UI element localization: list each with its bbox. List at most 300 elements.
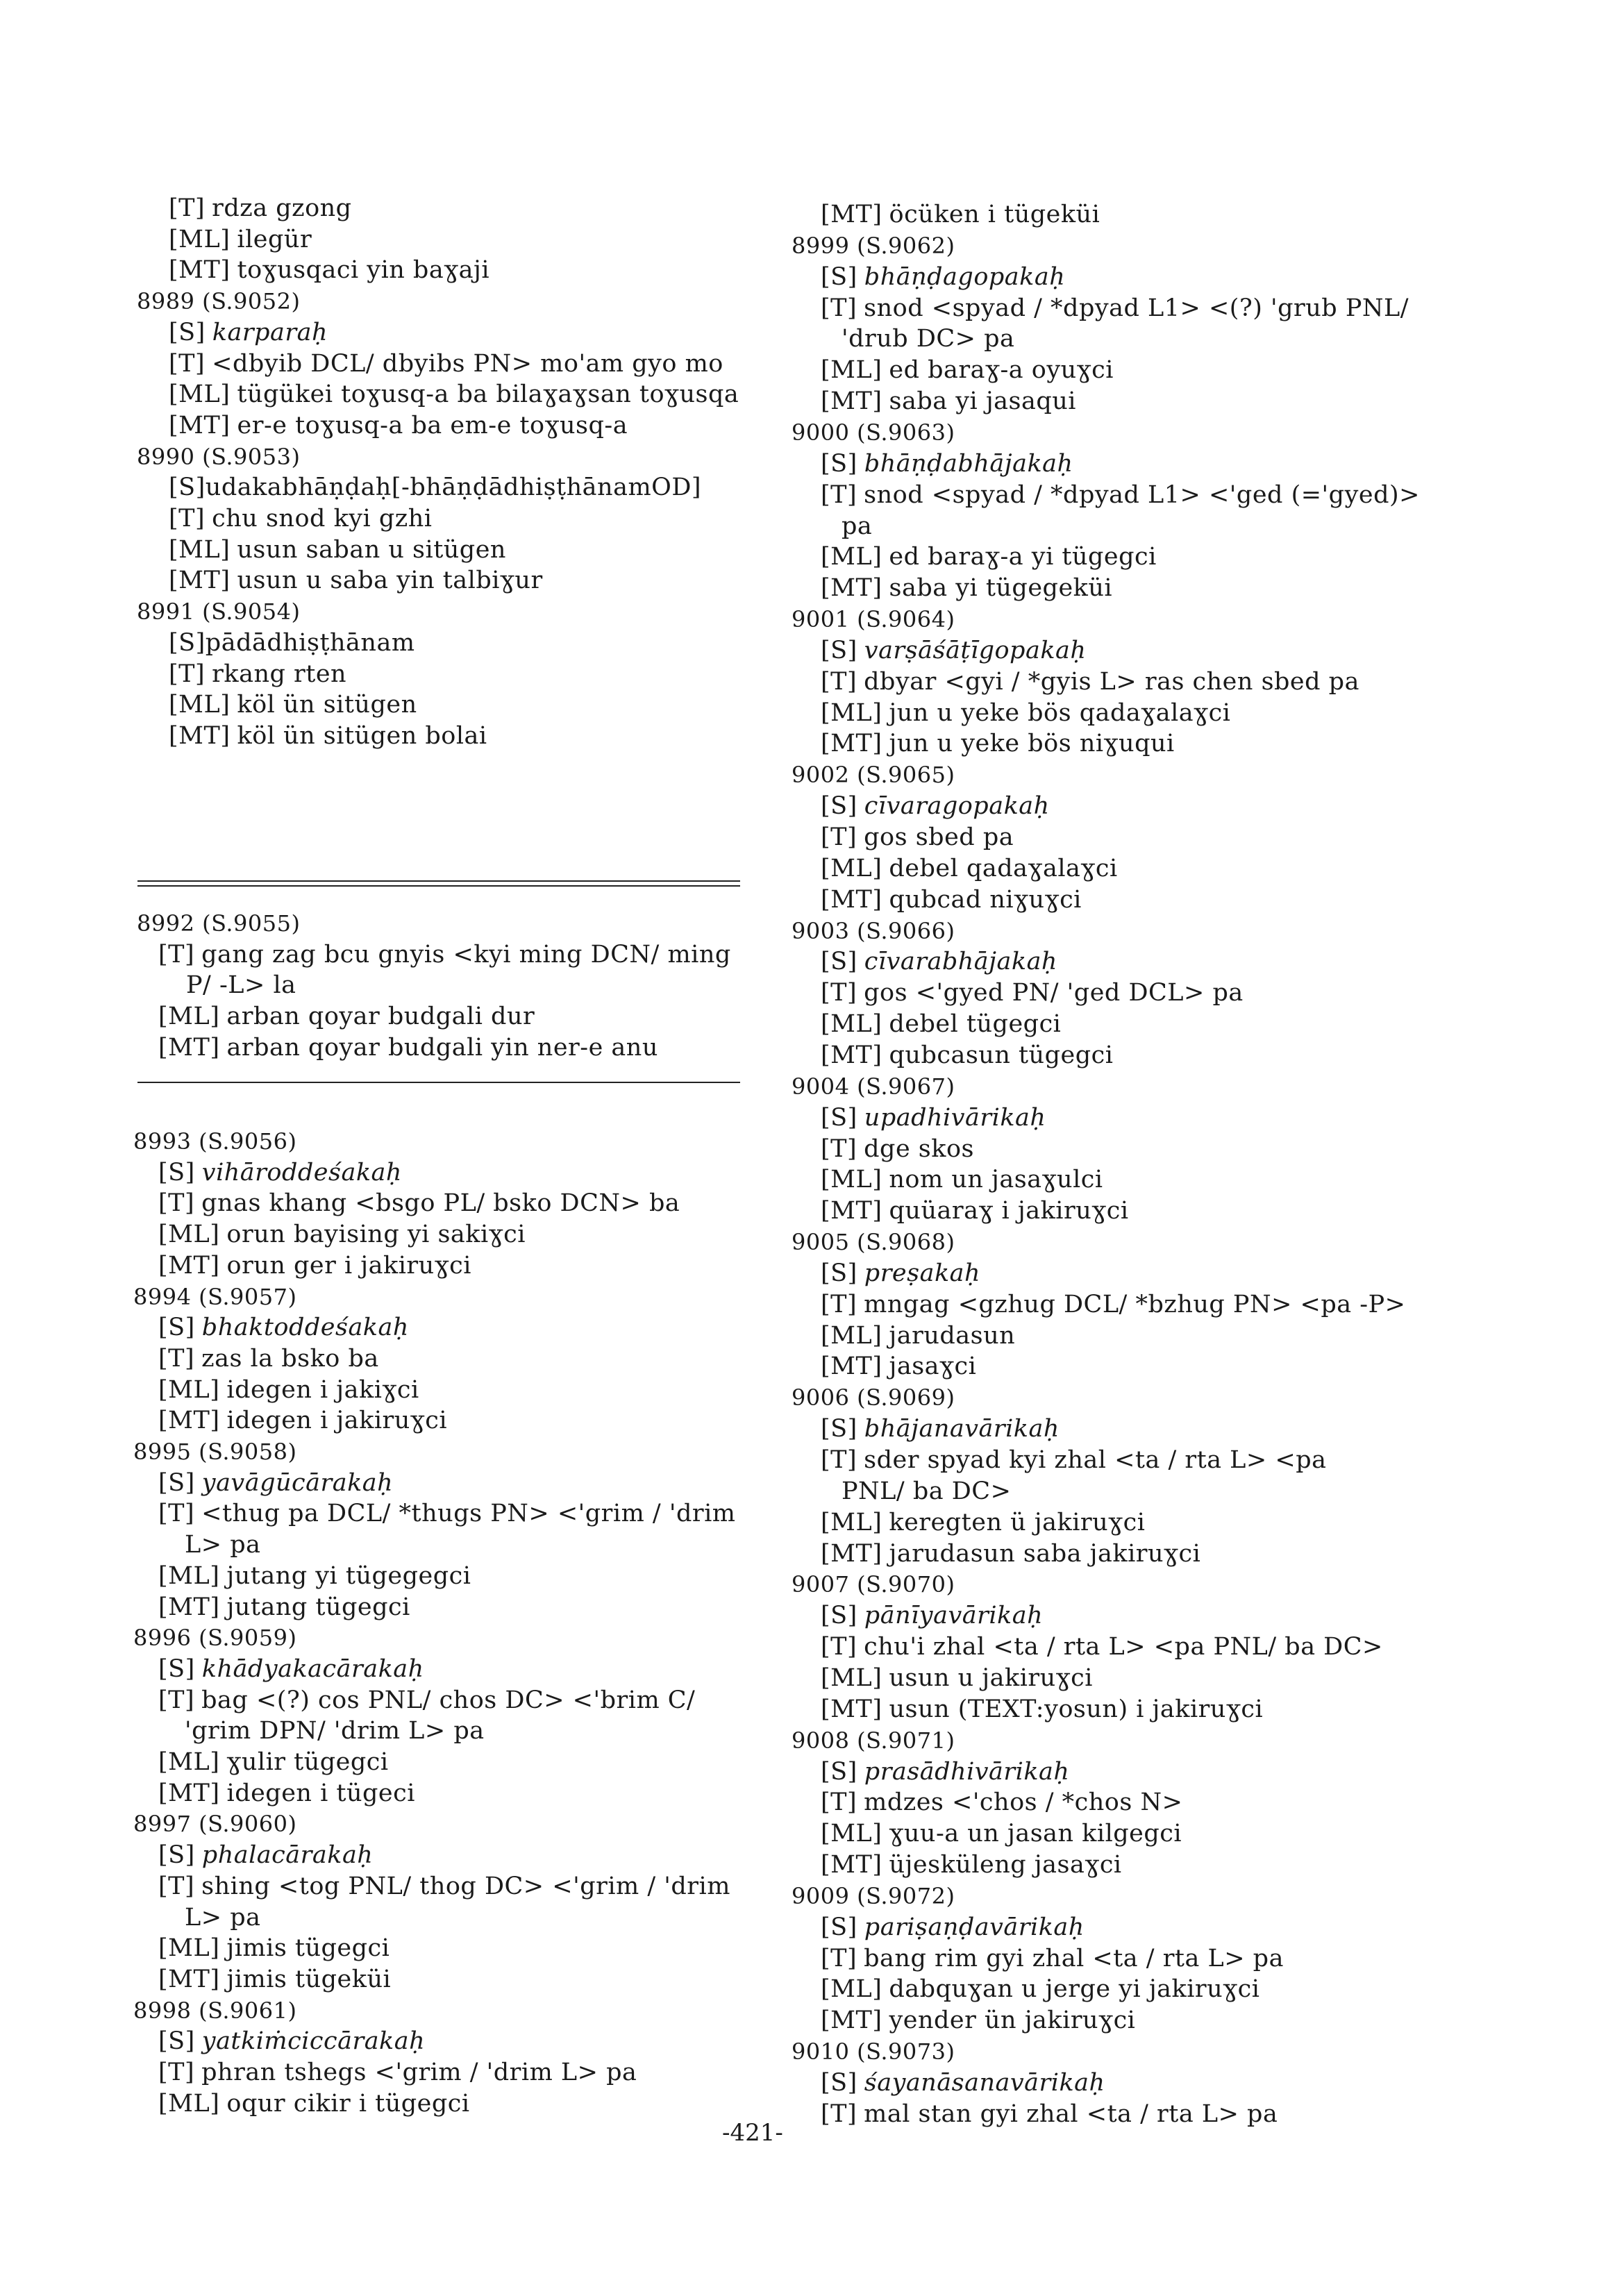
field-tag: [S] (821, 1602, 857, 1630)
field-tag: [S] (821, 1757, 857, 1786)
entry-line (158, 1747, 389, 1778)
entry-text: shing <tog PNL/ thog DC> <'grim / 'drim (201, 1872, 730, 1900)
entry-line (185, 1530, 260, 1561)
entry-line (842, 1476, 1011, 1507)
field-tag: [S] (821, 636, 857, 664)
field-tag: [ML] (821, 1820, 882, 1848)
entry-number-text: 9008 (S.9071) (792, 1727, 955, 1754)
entry-line (169, 379, 739, 410)
entry-text: chu'i zhal <ta / rta L> <pa PNL/ ba DC> (864, 1633, 1383, 1661)
entry-number-text: 9001 (S.9064) (792, 606, 955, 633)
entry-number (137, 596, 300, 628)
entry-text: keregten ü jakiruɣci (889, 1508, 1146, 1536)
entry-line (821, 1818, 1182, 1850)
entry-number-text: 8994 (S.9057) (133, 1283, 297, 1310)
entry-text: saba yi jasaqui (889, 387, 1077, 416)
entry-number (792, 760, 955, 791)
entry-line (158, 1001, 535, 1032)
entry-line (821, 1134, 974, 1165)
entry-text: L> pa (185, 1903, 261, 1932)
entry-line (821, 1694, 1263, 1725)
entry-line (821, 1943, 1284, 1975)
entry-line (821, 1600, 1043, 1632)
entry-text: üjesküleng jasaɣci (889, 1851, 1122, 1879)
entry-text: mngag <gzhug DCL/ *bzhug PN> <pa -P> (864, 1290, 1406, 1318)
entry-number-text: 8993 (S.9056) (133, 1128, 297, 1155)
entry-text: bag <(?) cos PNL/ chos DC> <'brim C/ (201, 1686, 696, 1714)
field-tag: [MT] (821, 1539, 882, 1568)
entry-line (169, 255, 489, 286)
entry-number-text: 8996 (S.9059) (133, 1625, 297, 1652)
entry-text: köl ün sitügen (237, 691, 417, 719)
field-tag: [MT] (821, 1851, 882, 1879)
sanskrit-term: cīvarabhājakaḥ (864, 948, 1057, 976)
entry-text: ed baraɣ-a oyuɣci (889, 356, 1114, 385)
field-tag: [S] (158, 1841, 195, 1870)
field-tag: [ML] (821, 1166, 882, 1194)
entry-text: ɣuu-a un jasan kilgegci (889, 1820, 1182, 1848)
entry-line (821, 853, 1118, 885)
field-tag: [S] (821, 2069, 857, 2097)
entry-text: L> pa (185, 1531, 261, 1559)
field-tag: [S] (821, 1259, 857, 1287)
field-tag: [S] (169, 318, 206, 346)
entry-number (792, 916, 955, 947)
field-tag: [ML] (158, 1561, 220, 1590)
field-tag: [ML] (821, 543, 882, 571)
sanskrit-term: bhāṇḍabhājakaḥ (864, 449, 1073, 478)
sanskrit-term: phalacārakaḥ (201, 1841, 374, 1870)
field-tag: [ML] (821, 854, 882, 882)
field-tag: [ML] (821, 1508, 882, 1536)
entry-number (133, 1623, 296, 1654)
entry-number (792, 231, 955, 262)
entry-text: orun bayising yi sakiɣci (226, 1221, 526, 1249)
entry-line (821, 1974, 1259, 2005)
field-tag: [T] (821, 294, 857, 322)
entry-text: PNL/ ba DC> (842, 1477, 1012, 1505)
entry-text: jimis tügegci (226, 1934, 390, 1963)
entry-text: jimis tügeküi (226, 1965, 392, 1993)
field-tag: [S] (158, 1158, 195, 1187)
entry-line (158, 1219, 526, 1250)
sanskrit-term: pariṣaṇḍavārikaḥ (864, 1913, 1085, 1941)
entry-text: pa (842, 512, 873, 540)
entry-number-text: 8999 (S.9062) (792, 232, 955, 259)
field-tag: [MT] (821, 387, 882, 416)
entry-line (169, 535, 506, 566)
entry-number (137, 442, 300, 473)
entry-text: jarudasun (889, 1321, 1016, 1350)
sanskrit-term: prasādhivārikaḥ (864, 1757, 1070, 1786)
entry-line (169, 659, 346, 690)
sanskrit-term: upadhivārikaḥ (864, 1103, 1046, 1132)
entry-text: gos sbed pa (864, 823, 1014, 851)
entry-text: phran tshegs <'grim / 'drim L> pa (201, 2059, 637, 2086)
field-tag: [T] (158, 1500, 195, 1528)
field-tag: [T] (169, 660, 206, 688)
entry-line (169, 721, 487, 752)
field-tag: [T] (821, 1290, 857, 1318)
field-tag: [MT] (821, 201, 882, 228)
entry-line (186, 970, 296, 1001)
entry-text: öcüken i tügeküi (889, 201, 1100, 228)
entry-number (792, 1725, 955, 1757)
entry-text: orun ger i jakiruɣci (226, 1251, 471, 1280)
entry-line (821, 573, 1112, 604)
entry-line (821, 667, 1359, 698)
sanskrit-term: bhājanavārikaḥ (864, 1415, 1060, 1443)
entry-text: tügükei toɣusq-a ba bilaɣaɣsan toɣusqa (237, 380, 739, 409)
entry-number (137, 286, 300, 317)
field-tag: [ML] (821, 1321, 882, 1350)
entry-line (185, 1716, 485, 1747)
entry-text: toɣusqaci yin baɣaji (237, 256, 490, 285)
entry-text: yender ün jakiruɣci (889, 2006, 1136, 2035)
entry-line (842, 324, 1014, 355)
entry-number (792, 1071, 955, 1103)
double-rule-divider (137, 880, 740, 887)
entry-line (169, 224, 312, 255)
field-tag: [T] (158, 940, 195, 969)
section-rule-divider (137, 1082, 740, 1083)
sanskrit-term: cīvaragopakaḥ (864, 792, 1050, 821)
field-tag: [MT] (158, 1593, 220, 1621)
entry-line (821, 1632, 1383, 1663)
entry-text: er-e toɣusq-a ba em-e toɣusq-a (237, 411, 628, 439)
entry-number (792, 1382, 955, 1414)
sanskrit-term: bhāṇḍagopakaḥ (864, 262, 1066, 291)
entry-line (821, 1164, 1103, 1196)
field-tag: [S] (158, 1654, 195, 1683)
field-tag: [ML] (821, 356, 882, 385)
entry-text: 'grim DPN/ 'drim L> pa (185, 1717, 485, 1745)
entry-line (821, 1912, 1085, 1943)
field-tag: [MT] (821, 1197, 882, 1225)
field-tag: [S] (821, 1913, 857, 1941)
field-tag: [ML] (821, 1010, 882, 1039)
entry-line (821, 1787, 1182, 1818)
entry-line (821, 2068, 1105, 2099)
entry-text: usun (TEXT:yosun) i jakiruɣci (889, 1695, 1264, 1723)
field-tag: [MT] (821, 730, 882, 758)
entry-number-text: 9005 (S.9068) (792, 1229, 955, 1256)
entry-text: idegen i jakiruɣci (226, 1407, 448, 1435)
entry-number (133, 1126, 296, 1157)
entry-line (158, 1871, 730, 1902)
entry-text: chu snod kyi gzhi (212, 505, 433, 533)
entry-line (158, 1468, 393, 1499)
field-tag: [S] (158, 1314, 195, 1342)
entry-number-text: 8992 (S.9055) (137, 910, 301, 937)
field-tag: [T] (158, 1872, 195, 1900)
entry-line (158, 1343, 379, 1375)
entry-number (133, 1436, 296, 1468)
field-tag: [ML] (169, 380, 231, 409)
entry-line (821, 199, 1100, 231)
entry-text: snod <spyad / *dpyad L1> <(?) 'grub PNL/ (864, 294, 1409, 322)
entry-text: rdza gzong (212, 194, 352, 222)
entry-line (821, 1539, 1200, 1570)
entry-number-text: 9000 (S.9063) (792, 419, 955, 446)
entry-line (169, 472, 701, 503)
entry-line (821, 1663, 1093, 1694)
entry-text: debel tügegci (889, 1010, 1062, 1039)
entry-line (158, 1592, 410, 1623)
entry-line (821, 1103, 1046, 1134)
field-tag: [ML] (169, 691, 231, 719)
entry-number-text: 8995 (S.9058) (133, 1439, 297, 1465)
entry-number (133, 1809, 296, 1840)
entry-line (169, 410, 628, 442)
field-tag: [T] (169, 505, 206, 533)
entry-number (792, 1881, 955, 1912)
entry-line (821, 1850, 1122, 1881)
field-tag: [MT] (158, 1407, 220, 1435)
field-tag: [ML] (158, 1003, 220, 1031)
entry-text: jun u yeke bös qadaɣalaɣci (889, 698, 1231, 727)
entry-line (158, 939, 731, 971)
entry-text: P/ -L> la (186, 971, 296, 1000)
entry-text: nom un jasaɣulci (889, 1166, 1103, 1194)
sanskrit-term: karparaḥ (212, 318, 328, 346)
entry-line (821, 386, 1076, 417)
entry-line (158, 1032, 658, 1064)
sanskrit-term: preṣakaḥ (864, 1259, 981, 1287)
field-tag: [ML] (821, 698, 882, 727)
field-tag: [ML] (169, 225, 231, 253)
entry-line (158, 1561, 471, 1592)
entry-number (792, 604, 955, 635)
field-tag: [MT] (158, 1965, 220, 1993)
entry-line (158, 1933, 390, 1964)
field-tag: [MT] (169, 256, 231, 285)
field-tag: [ML] (158, 1375, 220, 1404)
entry-text: oqur cikir i tügegci (226, 2089, 470, 2118)
entry-line (158, 1685, 695, 1716)
entry-number-text: 8998 (S.9061) (133, 1997, 297, 2024)
entry-text: jun u yeke bös niɣuqui (889, 730, 1175, 758)
field-tag: [ML] (158, 1934, 220, 1963)
field-tag: [MT] (821, 885, 882, 914)
entry-line (169, 193, 352, 224)
entry-line (821, 1040, 1113, 1071)
entry-number (133, 1995, 296, 2027)
entry-text: usun u jakiruɣci (889, 1664, 1093, 1692)
field-tag: [MT] (821, 1695, 882, 1723)
page-number: -421- (722, 2119, 783, 2147)
entry-line (821, 635, 1086, 667)
entry-line (821, 1009, 1061, 1040)
entry-line (821, 1289, 1405, 1321)
field-tag: [T] (169, 349, 206, 378)
field-tag: [S] (821, 1103, 857, 1132)
entry-text: jutang tügegci (226, 1593, 410, 1621)
field-tag: [ML] (821, 1975, 882, 2004)
entry-text: gos <'gyed PN/ 'ged DCL> pa (864, 979, 1244, 1007)
field-tag: [T] (821, 1633, 857, 1661)
entry-line (158, 1375, 419, 1406)
entry-line (169, 349, 723, 380)
entry-line (158, 1188, 680, 1219)
entry-line (821, 2005, 1135, 2036)
field-tag: [T] (821, 979, 857, 1007)
entry-text: mdzes <'chos / *chos N> (864, 1788, 1183, 1817)
field-tag: [T] (158, 1686, 195, 1714)
entry-text: saba yi tügegeküi (889, 574, 1113, 603)
entry-number (792, 1569, 955, 1600)
entry-line (821, 885, 1082, 916)
entry-line (821, 449, 1073, 480)
field-tag: [T] (158, 2059, 195, 2086)
entry-text: gang zag bcu gnyis <kyi ming DCN/ ming (201, 940, 731, 969)
entry-text: <dbyib DCL/ dbyibs PN> mo'am gyo mo (212, 349, 723, 378)
entry-number (133, 1282, 296, 1313)
entry-line (821, 542, 1157, 573)
field-tag: [MT] (169, 411, 231, 439)
entry-number-text: 9006 (S.9069) (792, 1384, 955, 1411)
field-tag: [ML] (169, 535, 231, 564)
entry-line (821, 698, 1230, 729)
sanskrit-term: yavāgūcārakaḥ (201, 1468, 394, 1497)
entry-number-text: 9002 (S.9065) (792, 762, 955, 789)
sanskrit-term: khādyakacārakaḥ (201, 1654, 424, 1683)
entry-text: gnas khang <bsgo PL/ bsko DCN> ba (201, 1189, 680, 1218)
entry-text: idegen i tügeci (226, 1779, 415, 1807)
entry-line (821, 978, 1244, 1009)
entry-text: ɣulir tügegci (226, 1748, 389, 1776)
field-tag: [S] (169, 628, 206, 657)
field-tag: [MT] (158, 1779, 220, 1807)
entry-text: idegen i jakiɣci (226, 1375, 419, 1404)
entry-line (158, 1312, 409, 1343)
entry-number-text: 9003 (S.9066) (792, 917, 955, 944)
sanskrit-term: vihāroddeśakaḥ (201, 1158, 402, 1187)
entry-line (821, 355, 1114, 386)
entry-line (185, 1902, 260, 1934)
entry-line (169, 503, 432, 535)
entry-line (169, 565, 543, 596)
field-tag: [T] (821, 2100, 857, 2128)
entry-text: usun u saba yin talbiɣur (237, 567, 543, 595)
entry-text: jarudasun saba jakiruɣci (889, 1539, 1201, 1568)
field-tag: [ML] (821, 1664, 882, 1692)
entry-line (158, 1498, 735, 1530)
entry-line (158, 1250, 471, 1282)
field-tag: [MT] (169, 567, 231, 595)
field-tag: [ML] (158, 1221, 220, 1249)
entry-number-text: 8989 (S.9052) (137, 288, 301, 315)
entry-line (821, 293, 1409, 324)
entry-text: arban qoyar budgali dur (226, 1003, 535, 1031)
field-tag: [T] (821, 480, 857, 509)
entry-text: dbyar <gyi / *gyis L> ras chen sbed pa (864, 667, 1359, 696)
entry-text: ilegür (237, 225, 312, 253)
entry-line (821, 1414, 1060, 1445)
entry-number-text: 8997 (S.9060) (133, 1811, 297, 1838)
field-tag: [T] (169, 194, 206, 222)
entry-number-text: 8991 (S.9054) (137, 598, 301, 626)
field-tag: [S] (821, 262, 857, 291)
entry-line (821, 2099, 1278, 2130)
entry-text: quüaraɣ i jakiruɣci (889, 1197, 1129, 1225)
entry-line (821, 1351, 976, 1382)
field-tag: [T] (158, 1189, 195, 1218)
sanskrit-term: udakabhāṇḍaḥ[-bhāṇḍādhiṣṭhānamOD] (205, 474, 702, 502)
entry-text: usun saban u sitügen (237, 535, 506, 564)
entry-text: debel qadaɣalaɣci (889, 854, 1118, 882)
entry-line (158, 1654, 424, 1685)
entry-line (821, 1757, 1069, 1788)
entry-line (158, 1405, 447, 1436)
entry-text: bang rim gyi zhal <ta / rta L> pa (864, 1944, 1284, 1972)
sanskrit-term: bhaktoddeśakaḥ (201, 1314, 409, 1342)
entry-text: dge skos (864, 1134, 975, 1163)
field-tag: [MT] (169, 721, 231, 750)
entry-text: qubcad niɣuɣci (889, 885, 1082, 914)
field-tag: [ML] (158, 1748, 220, 1776)
entry-line (158, 1157, 402, 1189)
entry-line (821, 1445, 1326, 1476)
entry-number (792, 2036, 955, 2068)
entry-number-text: 9010 (S.9073) (792, 2038, 955, 2065)
entry-text: mal stan gyi zhal <ta / rta L> pa (864, 2100, 1278, 2128)
entry-text: <thug pa DCL/ *thugs PN> <'grim / 'drim (201, 1500, 736, 1528)
field-tag: [MT] (821, 1352, 882, 1381)
entry-line (169, 689, 417, 721)
field-tag: [S] (821, 1415, 857, 1443)
entry-line (169, 628, 415, 659)
entry-text: köl ün sitügen bolai (237, 721, 487, 750)
entry-text: snod <spyad / *dpyad L1> <'ged (='gyed)> (864, 480, 1420, 509)
entry-text: 'drub DC> pa (842, 325, 1015, 353)
entry-text: dabquɣan u jerge yi jakiruɣci (889, 1975, 1260, 2004)
field-tag: [T] (821, 1446, 857, 1474)
entry-line (821, 791, 1050, 822)
entry-line (821, 1321, 1015, 1352)
entry-text: sder spyad kyi zhal <ta / rta L> <pa (864, 1446, 1327, 1474)
field-tag: [S] (821, 449, 857, 478)
field-tag: [S] (169, 474, 206, 502)
field-tag: [MT] (821, 574, 882, 603)
entry-number-text: 8990 (S.9053) (137, 443, 301, 470)
field-tag: [MT] (821, 2006, 882, 2035)
entry-number (792, 1227, 955, 1258)
field-tag: [MT] (158, 1033, 220, 1062)
entry-text: ed baraɣ-a yi tügegci (889, 543, 1157, 571)
sanskrit-term: varṣāśāṭīgopakaḥ (864, 636, 1087, 664)
entry-line (842, 511, 872, 542)
entry-number (137, 908, 300, 939)
field-tag: [T] (158, 1344, 195, 1373)
field-tag: [T] (821, 1944, 857, 1972)
entry-line (821, 822, 1014, 853)
field-tag: [T] (821, 823, 857, 851)
entry-text: arban qoyar budgali yin ner-e anu (226, 1033, 658, 1062)
entry-line (821, 1196, 1129, 1227)
entry-line (821, 1258, 980, 1289)
field-tag: [MT] (158, 1251, 220, 1280)
entry-line (158, 2026, 425, 2057)
entry-line (821, 262, 1065, 293)
entry-text: qubcasun tügegci (889, 1041, 1114, 1069)
entry-text: rkang rten (212, 660, 347, 688)
field-tag: [MT] (821, 1041, 882, 1069)
field-tag: [S] (158, 1468, 195, 1497)
field-tag: [S] (821, 792, 857, 821)
entry-line (158, 2088, 470, 2120)
entry-line (821, 946, 1057, 978)
